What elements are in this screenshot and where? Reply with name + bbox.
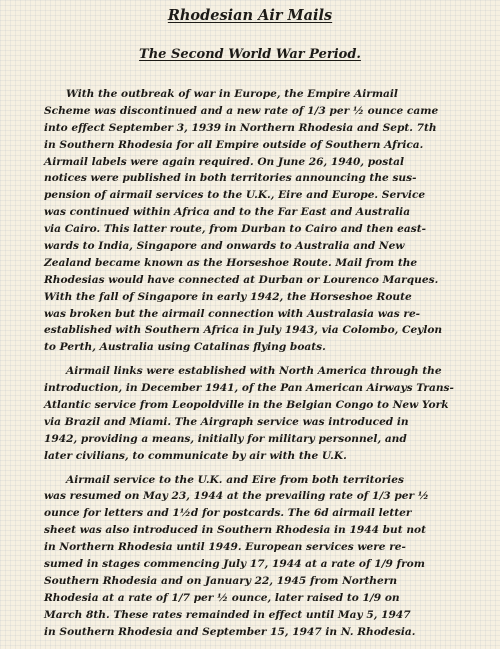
text-line: in Southern Rhodesia for all Empire outside of Southern Africa. xyxy=(44,138,424,151)
paragraph xyxy=(44,86,480,356)
text-line: was broken but the airmail connection with Australasia was re- xyxy=(44,307,421,320)
text-line: via Cairo. This latter route, from Durban to Cairo and then east- xyxy=(44,223,426,236)
text-line: Rhodesia at a rate of 1/7 per ½ ounce, later raised to 1/9 on xyxy=(44,591,400,604)
text-line: into effect September 3, 1939 in Northern Rhodesia and Sept. 7th xyxy=(44,121,437,134)
text-line: was continued within Africa and to the Far East and Australia xyxy=(44,206,411,219)
section-subtitle: The Second World War Period. xyxy=(139,47,361,62)
text-line: wards to India, Singapore and onwards to Australia and New xyxy=(44,240,405,253)
body-text xyxy=(44,86,480,648)
text-line: via Brazil and Miami. The Airgraph service was introduced in xyxy=(44,415,409,428)
text-line: Airmail service to the U.K. and Eire from both territories xyxy=(66,473,404,486)
text-line: introduction, in December 1941, of the Pan American Airways Trans- xyxy=(44,382,454,395)
text-line: pension of airmail services to the U.K., Eire and Europe. Service xyxy=(44,189,426,202)
text-line: sumed in stages commencing July 17, 1944 at a rate of 1/9 from xyxy=(44,558,425,571)
text-line: in Southern Rhodesia and September 15, 1947 in N. Rhodesia. xyxy=(44,625,416,638)
text-line: ounce for letters and 1½d for postcards. The 6d airmail letter xyxy=(44,507,412,520)
text-line: in Northern Rhodesia until 1949. European services were re- xyxy=(44,541,406,554)
text-line: sheet was also introduced in Southern Rhodesia in 1944 but not xyxy=(44,524,426,537)
text-line: March 8th. These rates remainded in effect until May 5, 1947 xyxy=(44,608,411,621)
text-line: to Perth, Australia using Catalinas flying boats. xyxy=(44,341,326,354)
text-line: Airmail links were established with North America through the xyxy=(66,365,442,378)
text-line: With the fall of Singapore in early 1942, the Horseshoe Route xyxy=(44,290,412,303)
text-line: With the outbreak of war in Europe, the Empire Airmail xyxy=(66,88,398,100)
page-title: Rhodesian Air Mails xyxy=(167,7,333,24)
text-line: later civilians, to communicate by air with the U.K. xyxy=(44,449,347,462)
text-line: Southern Rhodesia and on January 22, 1945 from Northern xyxy=(44,574,398,587)
text-line: Airmail labels were again required. On June 26, 1940, postal xyxy=(44,155,404,168)
text-line: 1942, providing a means, initially for military personnel, and xyxy=(44,432,407,445)
text-line: Atlantic service from Leopoldville in the Belgian Congo to New York xyxy=(44,399,449,412)
text-line: notices were published in both territories announcing the sus- xyxy=(44,172,417,185)
paragraph xyxy=(44,363,480,464)
text-line: established with Southern Africa in July 1943, via Colombo, Ceylon xyxy=(44,324,443,337)
text-line: Rhodesias would have connected at Durban or Lourenco Marques. xyxy=(44,273,439,286)
paragraph xyxy=(44,472,480,641)
text-line: was resumed on May 23, 1944 at the prevailing rate of 1/3 per ½ xyxy=(44,490,429,503)
text-line: Zealand became known as the Horseshoe Route. Mail from the xyxy=(44,256,418,269)
text-line: Scheme was discontinued and a new rate of 1/3 per ½ ounce came xyxy=(44,104,439,117)
